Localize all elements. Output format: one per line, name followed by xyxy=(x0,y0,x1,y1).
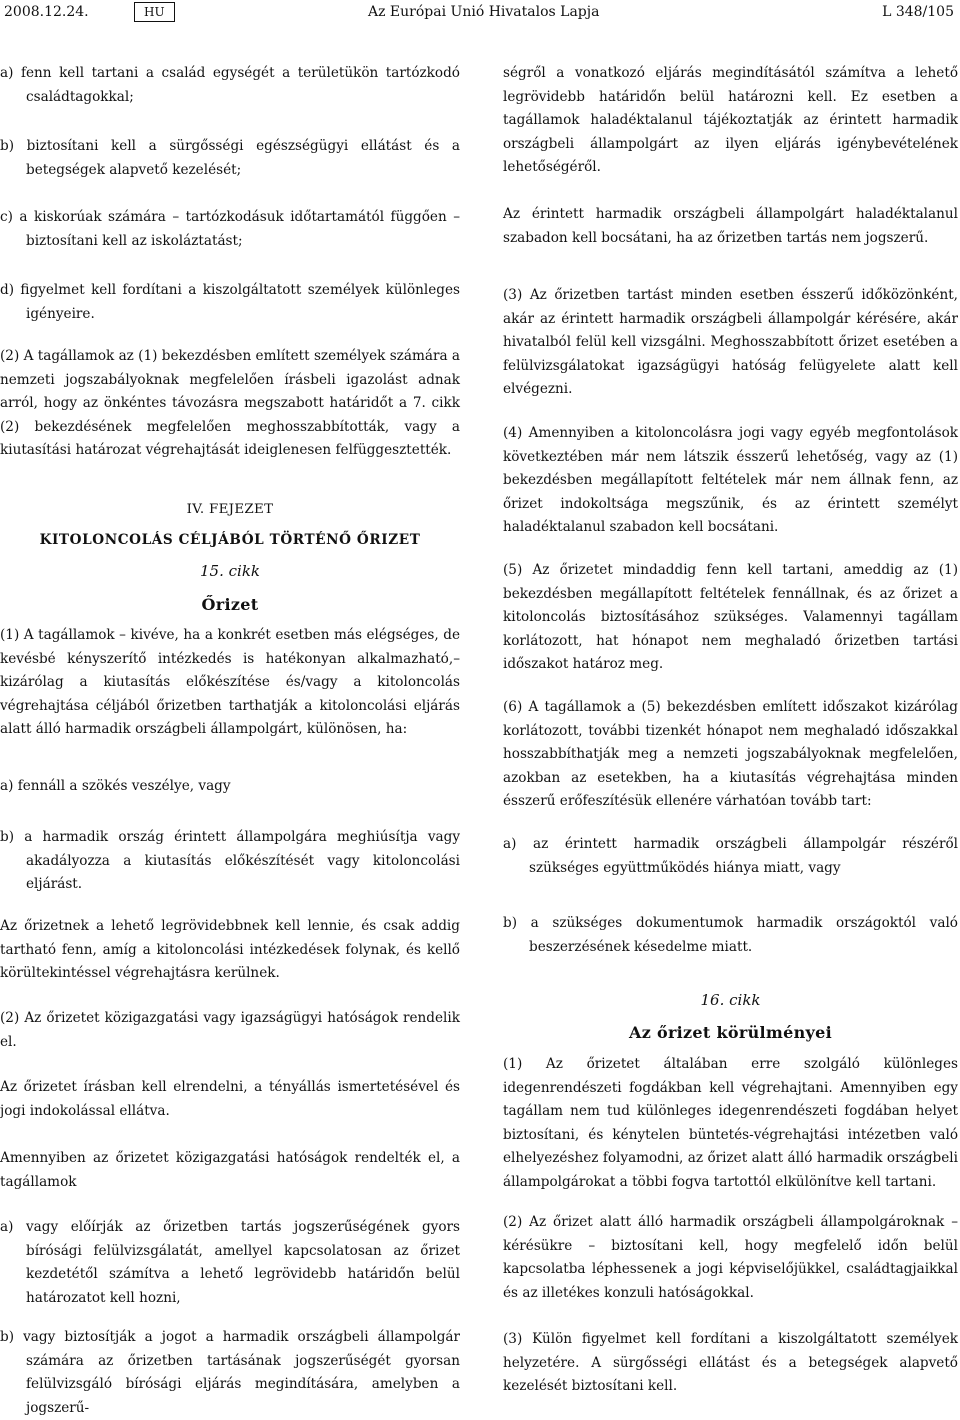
paragraph: b) biztosítani kell a sürgősségi egészségügyi ellátást és a betegségek alapvető kezelését; xyxy=(0,138,460,178)
paragraph: (2) Az őrizetet közigazgatási vagy igazságügyi hatóságok rendelik el. xyxy=(0,1010,460,1050)
paragraph: a) vagy előírják az őrizetben tartás jogszerűségének gyors bírósági felülvizsgálatát, amellyel kapcsolatosan az őrizet kezdetétől számítva a lehető legrövidebb határidőn belül határozatot kell hozni, xyxy=(0,1219,460,1306)
paragraph: Az érintett harmadik országbeli állampolgárt haladéktalanul szabadon kell bocsátani, ha az őrizetben tartás nem jogszerű. xyxy=(503,206,958,246)
paragraph: (5) Az őrizetet mindaddig fenn kell tartani, ameddig az (1) bekezdésben megállapított feltételek fennállnak, és az őrizet a kitoloncolás biztosításához szükséges. Valamennyi tagállam korlátozott, hat hónapot nem meghaladó őrizetben tartási időszakot határoz meg. xyxy=(503,562,958,673)
article-number: 15. cikk xyxy=(200,562,260,580)
paragraph: b) vagy biztosítják a jogot a harmadik országbeli állampolgár számára az őrizetben tartásának jogszerűségét gyorsan felülvizsgáló bírósági eljárás megindítására, amelyben a jogszerű- xyxy=(0,1329,460,1416)
paragraph: a) fenn kell tartani a család egységét a területükön tartózkodó családtagokkal; xyxy=(0,65,460,105)
language-badge: HU xyxy=(134,2,175,22)
paragraph: ségről a vonatkozó eljárás megindításától számítva a lehető legrövidebb határidőn belül határozni kell. Ez esetben a tagállamok haladéktalanul tájékoztatják az érintett harmadik országbeli állampolgárt az ilyen eljárás igénybevételének lehetőségéről. xyxy=(503,65,958,176)
chapter-number: IV. FEJEZET xyxy=(186,502,274,517)
page-header xyxy=(0,0,960,30)
paragraph: (6) A tagállamok a (5) bekezdésben említett időszakot kizárólag korlátozott, további tizenkét hónapot nem meghaladó időszakkal hosszabbíthatják meg a nemzeti jogszabályoknak megfelelően, azokban az esetekben, ha a kiutasítás végrehajtása minden ésszerű erőfeszítésük ellenére várhatóan tovább tart: xyxy=(503,699,958,810)
paragraph: (3) Külön figyelmet kell fordítani a kiszolgáltatott személyek helyzetére. A sürgősségi ellátást és a betegségek alapvető kezelését biztosítani kell. xyxy=(503,1331,958,1395)
paragraph: (3) Az őrizetben tartást minden esetben ésszerű időközönként, akár az érintett harmadik országbeli állampolgár kérésére, akár hivatalból felül kell vizsgálni. Meghosszabbított őrizet esetében a felülvizsgálatokat igazságügyi hatóság felügyelete alatt kell elvégezni. xyxy=(503,287,958,398)
paragraph: (2) Az őrizet alatt álló harmadik országbeli állampolgároknak – kérésükre – biztosítani kell, hogy megfelelő időn belül kapcsolatba léphessenek a jogi képviselőjükkel, családtagjaikkal és az illetékes konzuli hatóságokkal. xyxy=(503,1214,958,1301)
article-title: Őrizet xyxy=(201,595,259,614)
article-number: 16. cikk xyxy=(700,991,761,1009)
paragraph: Amennyiben az őrizetet közigazgatási hatóságok rendelték el, a tagállamok xyxy=(0,1150,460,1190)
page-reference: L 348/105 xyxy=(882,4,954,20)
paragraph: Az őrizetnek a lehető legrövidebbnek kell lennie, és csak addig tartható fenn, amíg a kitoloncolási intézkedések folynak, és kellő körültekintéssel végrehajtásra kerülnek. xyxy=(0,918,460,982)
publication-date: 2008.12.24. xyxy=(4,4,89,20)
paragraph: b) a szükséges dokumentumok harmadik országoktól való beszerzésének késedelme miatt. xyxy=(503,915,958,955)
paragraph: Az őrizetet írásban kell elrendelni, a tényállás ismertetésével és jogi indokolással ellátva. xyxy=(0,1079,460,1119)
journal-title: Az Európai Unió Hivatalos Lapja xyxy=(368,4,600,20)
paragraph: a) fennáll a szökés veszélye, vagy xyxy=(0,778,231,794)
article-title: Az őrizet körülményei xyxy=(629,1023,832,1042)
paragraph: (4) Amennyiben a kitoloncolásra jogi vagy egyéb megfontolások következtében már nem látszik ésszerű lehetőség, vagy az (1) bekezdésben megállapított feltételek már nem állnak fenn, az őrizet indokoltsága megszűnik, és az érintett személyt haladéktalanul szabadon kell bocsátani. xyxy=(503,425,958,536)
paragraph: (2) A tagállamok az (1) bekezdésben említett személyek számára a nemzeti jogszabályoknak megfelelően írásbeli igazolást adnak arról, hogy az önkéntes távozásra megszabott határidőt a 7. cikk (2) bekezdésének megfelelően meghosszabbították, vagy a kiutasítási határozat végrehajtását ideiglenesen felfüggesztették. xyxy=(0,348,460,459)
paragraph: (1) A tagállamok – kivéve, ha a konkrét esetben más elégséges, de kevésbé kényszerítő intézkedés is hatékonyan alkalmazható,– kizárólag a kiutasítás előkészítése és/vagy a kitoloncolás végrehajtása céljából őrizetben tarthatják a kitoloncolási eljárás alatt álló harmadik országbeli állampolgárt, különösen, ha: xyxy=(0,627,460,738)
paragraph: a) az érintett harmadik országbeli állampolgár részéről szükséges együttműködés hiánya miatt, vagy xyxy=(503,836,958,876)
paragraph: (1) Az őrizetet általában erre szolgáló különleges idegenrendészeti fogdákban kell végrehajtani. Amennyiben egy tagállam nem tud különleges idegenrendészeti fogdában helyet biztosítani, és kénytelen büntetés-végrehajtási intézetben való elhelyezéshez folyamodni, az őrizet alatt álló harmadik országbeli állampolgárokat a többi fogva tartottól elkülönítve kell tartani. xyxy=(503,1056,958,1190)
paragraph: b) a harmadik ország érintett állampolgára meghiúsítja vagy akadályozza a kiutasítás előkészítését vagy kitoloncolási eljárást. xyxy=(0,829,460,893)
paragraph: d) figyelmet kell fordítani a kiszolgáltatott személyek különleges igényeire. xyxy=(0,282,460,322)
chapter-title: KITOLONCOLÁS CÉLJÁBÓL TÖRTÉNŐ ŐRIZET xyxy=(39,532,421,548)
paragraph: c) a kiskorúak számára – tartózkodásuk időtartamától függően – biztosítani kell az iskoláztatást; xyxy=(0,209,460,249)
